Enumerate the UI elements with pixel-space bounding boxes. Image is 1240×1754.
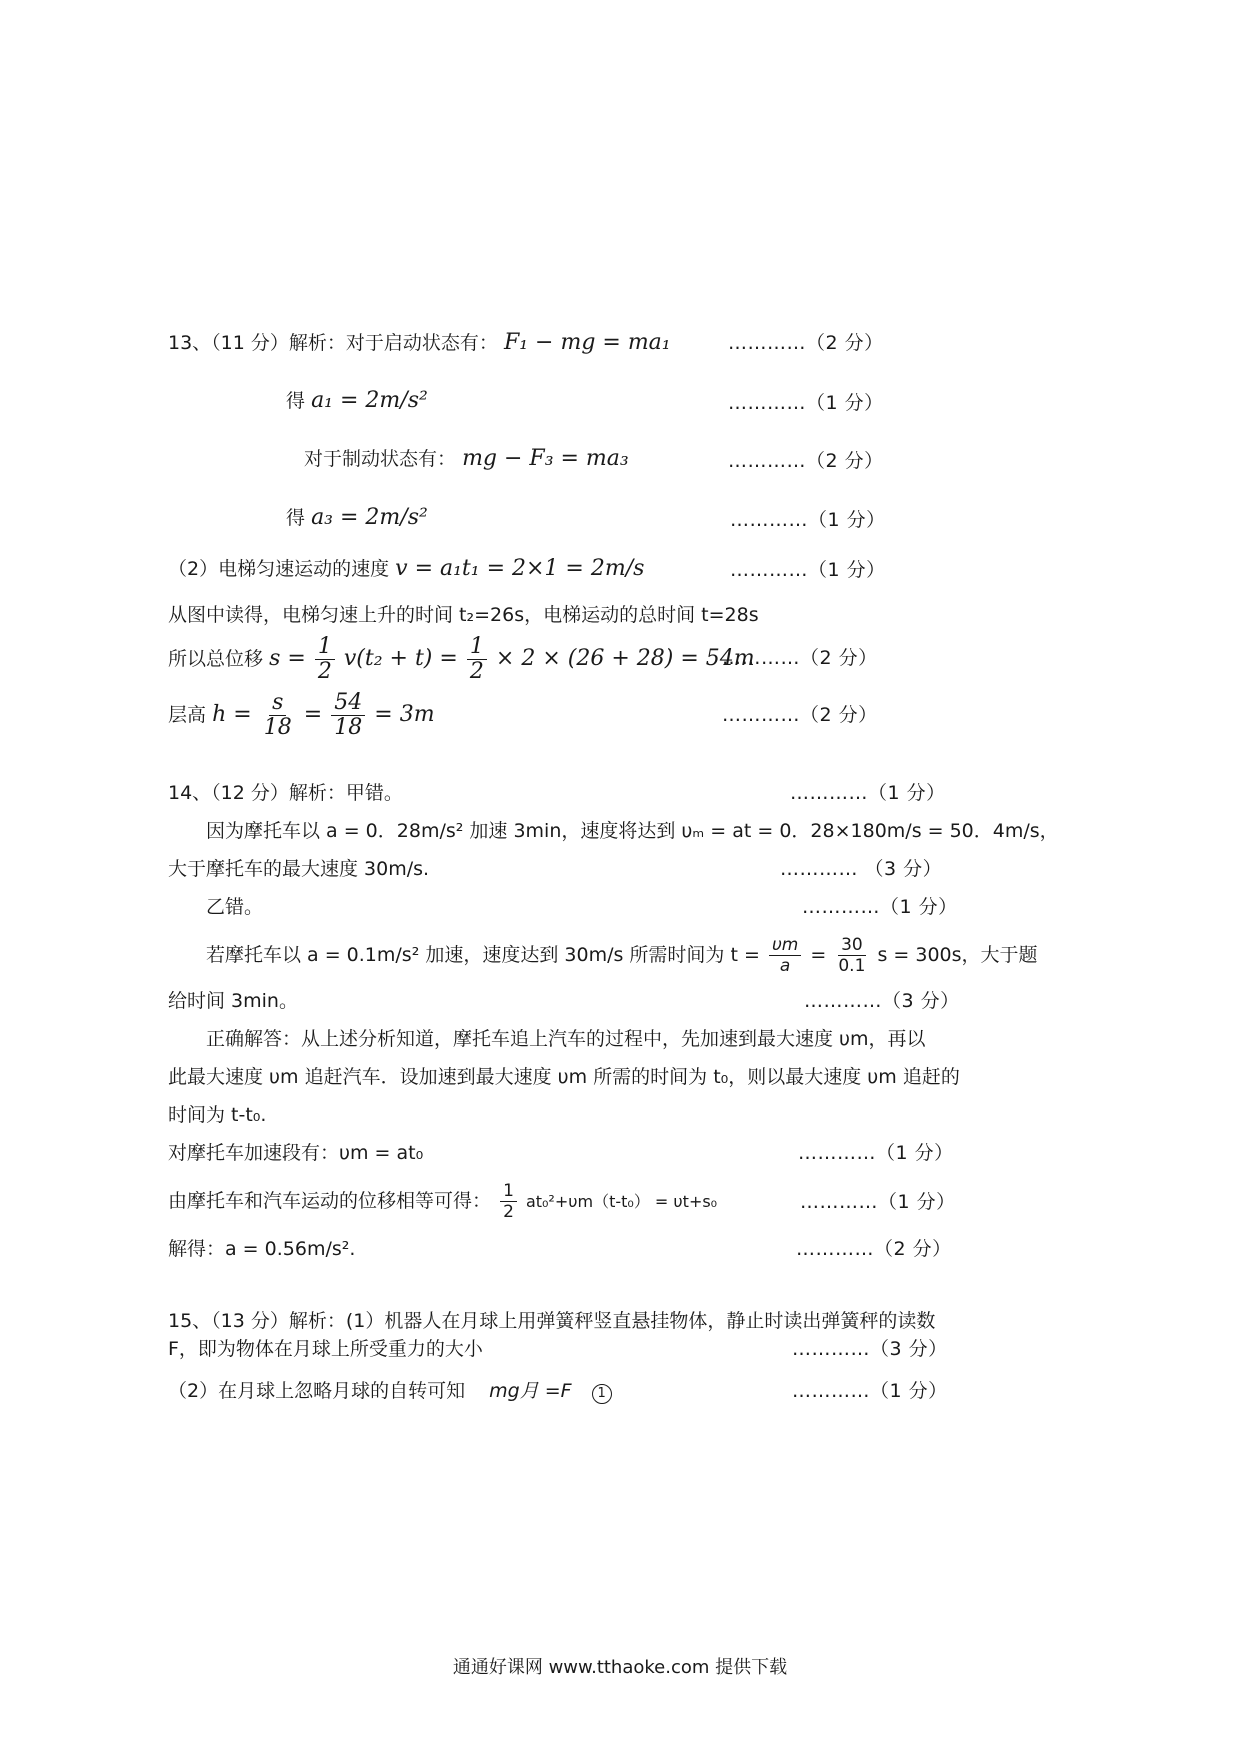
q13-line1-score: …………（2 分） <box>728 332 884 354</box>
q13-line7 <box>168 634 755 684</box>
q14-line1-score: …………（1 分） <box>790 782 946 804</box>
page-footer: 通通好课网 www.tthaoke.com 提供下载 <box>452 1657 788 1678</box>
q14-line5 <box>206 930 1038 980</box>
q14-line10: 对摩托车加速段有：υm = at₀ <box>168 1142 424 1164</box>
frac-num: 1 <box>467 635 487 660</box>
q14-line3-score: ………… （3 分） <box>780 858 943 880</box>
q15-line2: F，即为物体在月球上所受重力的大小 <box>168 1338 483 1360</box>
frac-den: 2 <box>317 659 332 684</box>
frac-den: 2 <box>469 659 484 684</box>
frac-num: 1 <box>315 635 335 660</box>
q13-line7-score: …………（2 分） <box>722 647 878 669</box>
q13-line8-eq: = <box>303 702 323 727</box>
q14-line5-text-b: s = 300s，大于题 <box>877 944 1038 966</box>
q14-line10-score: …………（1 分） <box>798 1142 954 1164</box>
q15-line1: 15、（13 分）解析：(1）机器人在月球上用弹簧秤竖直悬挂物体，静止时读出弹簧秤的读数 <box>168 1310 936 1332</box>
q14-line6: 给时间 3min。 <box>168 990 298 1012</box>
q13-line5-score: …………（1 分） <box>730 559 886 581</box>
frac-num: 1 <box>500 1181 517 1202</box>
q13-line2-score: …………（1 分） <box>728 392 884 414</box>
q14-line5-eq: = <box>810 944 827 966</box>
q13-line8-math-a: h = <box>212 702 252 727</box>
q13-line4-score: …………（1 分） <box>730 509 886 531</box>
q13-line3-math: mg − F₃ = ma₃ <box>462 446 629 471</box>
q13-line8-text: 层高 <box>168 704 207 726</box>
q13-line2 <box>286 388 428 414</box>
q13-line5-math: v = a₁t₁ = 2×1 = 2m/s <box>395 556 645 581</box>
frac-num: 54 <box>331 691 365 716</box>
q14-line4: 乙错。 <box>206 896 264 918</box>
q14-line11 <box>168 1176 717 1227</box>
q14-line9: 时间为 t-t₀. <box>168 1104 267 1126</box>
q13-line7-text: 所以总位移 <box>168 648 264 670</box>
q14-line8: 此最大速度 υm 追赶汽车．设加速到最大速度 υm 所需的时间为 t₀，则以最大速度 υm 追赶的 <box>168 1066 960 1088</box>
q14-line11-score: …………（1 分） <box>800 1191 956 1213</box>
q13-line8 <box>168 690 435 740</box>
q13-line7-math-b: v(t₂ + t) = <box>343 646 458 671</box>
q13-line8-math-b: = 3m <box>374 702 435 727</box>
q15-line3-score: …………（1 分） <box>792 1380 948 1402</box>
q14-line2: 因为摩托车以 a = 0．28m/s² 加速 3min，速度将达到 υₘ = at = 0．28×180m/s = 50．4m/s， <box>206 820 1059 842</box>
q14-line11-frac <box>500 1181 517 1222</box>
q13-line7-math-a: s = <box>269 646 306 671</box>
q13-line1-text: 13、（11 分）解析：对于启动状态有： <box>168 332 498 354</box>
q14-line7: 正确解答：从上述分析知道，摩托车追上汽车的过程中，先加速到最大速度 υm，再以 <box>206 1028 926 1050</box>
q13-line7-frac2 <box>467 635 487 684</box>
q13-line8-frac <box>261 691 295 740</box>
q13-line8-frac2 <box>331 691 365 740</box>
q13-line7-frac <box>315 635 335 684</box>
q13-line4-math: a₃ = 2m/s² <box>311 505 428 530</box>
q14-line5-text-a: 若摩托车以 a = 0.1m/s² 加速，速度达到 30m/s 所需时间为 t = <box>206 944 760 966</box>
q15-line2-score: …………（3 分） <box>792 1338 948 1360</box>
q14-line11-text-a: 由摩托车和汽车运动的位移相等可得： <box>168 1190 492 1212</box>
q13-line8-score: …………（2 分） <box>722 704 878 726</box>
q14-line12-score: …………（2 分） <box>796 1238 952 1260</box>
q14-line5-frac <box>769 935 801 976</box>
frac-den: a <box>779 956 791 976</box>
frac-num: s <box>269 691 286 716</box>
q14-line12: 解得：a = 0.56m/s². <box>168 1238 356 1260</box>
q13-line6: 从图中读得，电梯匀速上升的时间 t₂=26s，电梯运动的总时间 t=28s <box>168 604 759 626</box>
q15-line3-math: mg月 =F <box>489 1380 572 1402</box>
q13-line4-prefix: 得 <box>286 507 306 529</box>
frac-den: 18 <box>263 715 292 740</box>
q14-line6-score: …………（3 分） <box>804 990 960 1012</box>
q13-line3-score: …………（2 分） <box>728 450 884 472</box>
q13-line2-prefix: 得 <box>286 390 306 412</box>
q13-line5 <box>168 556 644 582</box>
frac-den: 18 <box>334 715 363 740</box>
q13-line5-text: （2）电梯匀速运动的速度 <box>168 558 390 580</box>
frac-num: 30 <box>838 935 866 956</box>
q14-line5-frac2 <box>835 935 868 976</box>
q13-line3 <box>304 446 629 472</box>
q14-line11-text-b: at₀²+υm（t-t₀） = υt+s₀ <box>525 1192 718 1211</box>
q13-line4 <box>286 505 428 531</box>
frac-den: 0.1 <box>838 956 866 976</box>
q15-line3-text: （2）在月球上忽略月球的自转可知 <box>168 1380 466 1402</box>
circled-number: 1 <box>592 1384 612 1404</box>
q13-line1 <box>168 330 671 356</box>
q15-line3 <box>168 1378 612 1404</box>
q13-line7-math-c: × 2 × (26 + 28) = 54m <box>495 646 755 671</box>
q14-line3: 大于摩托车的最大速度 30m/s. <box>168 858 430 880</box>
q14-line1: 14、（12 分）解析：甲错。 <box>168 782 403 804</box>
q13-line3-text: 对于制动状态有： <box>304 448 457 470</box>
q13-line1-math: F₁ − mg = ma₁ <box>503 330 671 355</box>
q13-line2-math: a₁ = 2m/s² <box>311 388 428 413</box>
frac-num: υm <box>769 935 801 956</box>
q14-line4-score: …………（1 分） <box>802 896 958 918</box>
frac-den: 2 <box>503 1202 514 1222</box>
